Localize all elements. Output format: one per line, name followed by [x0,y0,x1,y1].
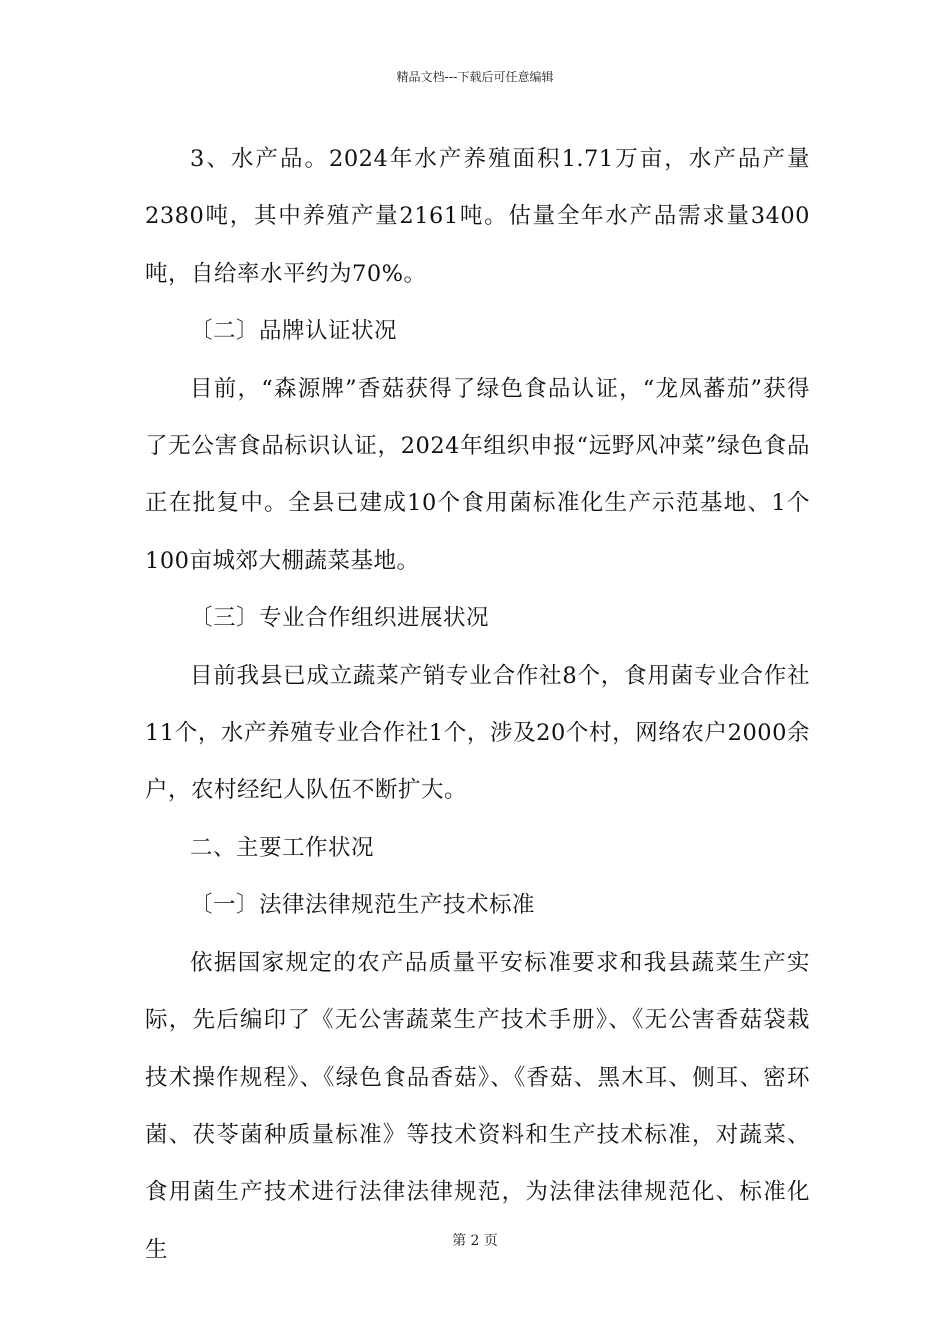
paragraph-technical-standards: 依据国家规定的农产品质量平安标准要求和我县蔬菜生产实际，先后编印了《无公害蔬菜生产技术手册》、《无公害香菇袋栽技术操作规程》、《绿色食品香菇》、《香菇、黑木耳、侧耳、密环菌、茯苓菌种质量标准》等技术资料和生产技术标准，对蔬菜、食用菌生产技术进行法律法律规范，为法律法律规范化、标准化生 [145,949,810,1263]
heading-brand-certification: 〔二〕品牌认证状况 [190,318,398,345]
paragraph-aquatic-products: 3、水产品。2024年水产养殖面积1.71万亩，水产品产量2380吨，其中养殖产量2161吨。估量全年水产品需求量3400吨，自给率水平约为70%。 [145,146,810,287]
page-header: 精品文档---下载后可任意编辑 [396,70,554,84]
page-number: 第 2 页 [452,1233,498,1249]
paragraph-brand-certification: 目前，“森源牌”香菇获得了绿色食品认证，“龙凤蕃茄”获得了无公害食品标识认证，2024年组织申报“远野风冲菜”绿色食品正在批复中。全县已建成10个食用菌标准化生产示范基地、1个100亩城郊大棚蔬菜基地。 [145,375,810,574]
paragraph-cooperatives: 目前我县已成立蔬菜产销专业合作社8个，食用菌专业合作社11个，水产养殖专业合作社1个，涉及20个村，网络农户2000余户，农村经纪人队伍不断扩大。 [145,662,810,804]
document-body [145,131,810,1279]
heading-main-work: 二、主要工作状况 [190,834,375,861]
heading-technical-standards: 〔一〕法律法律规范生产技术标准 [190,892,536,919]
heading-cooperatives: 〔三〕专业合作组织进展状况 [190,605,490,632]
